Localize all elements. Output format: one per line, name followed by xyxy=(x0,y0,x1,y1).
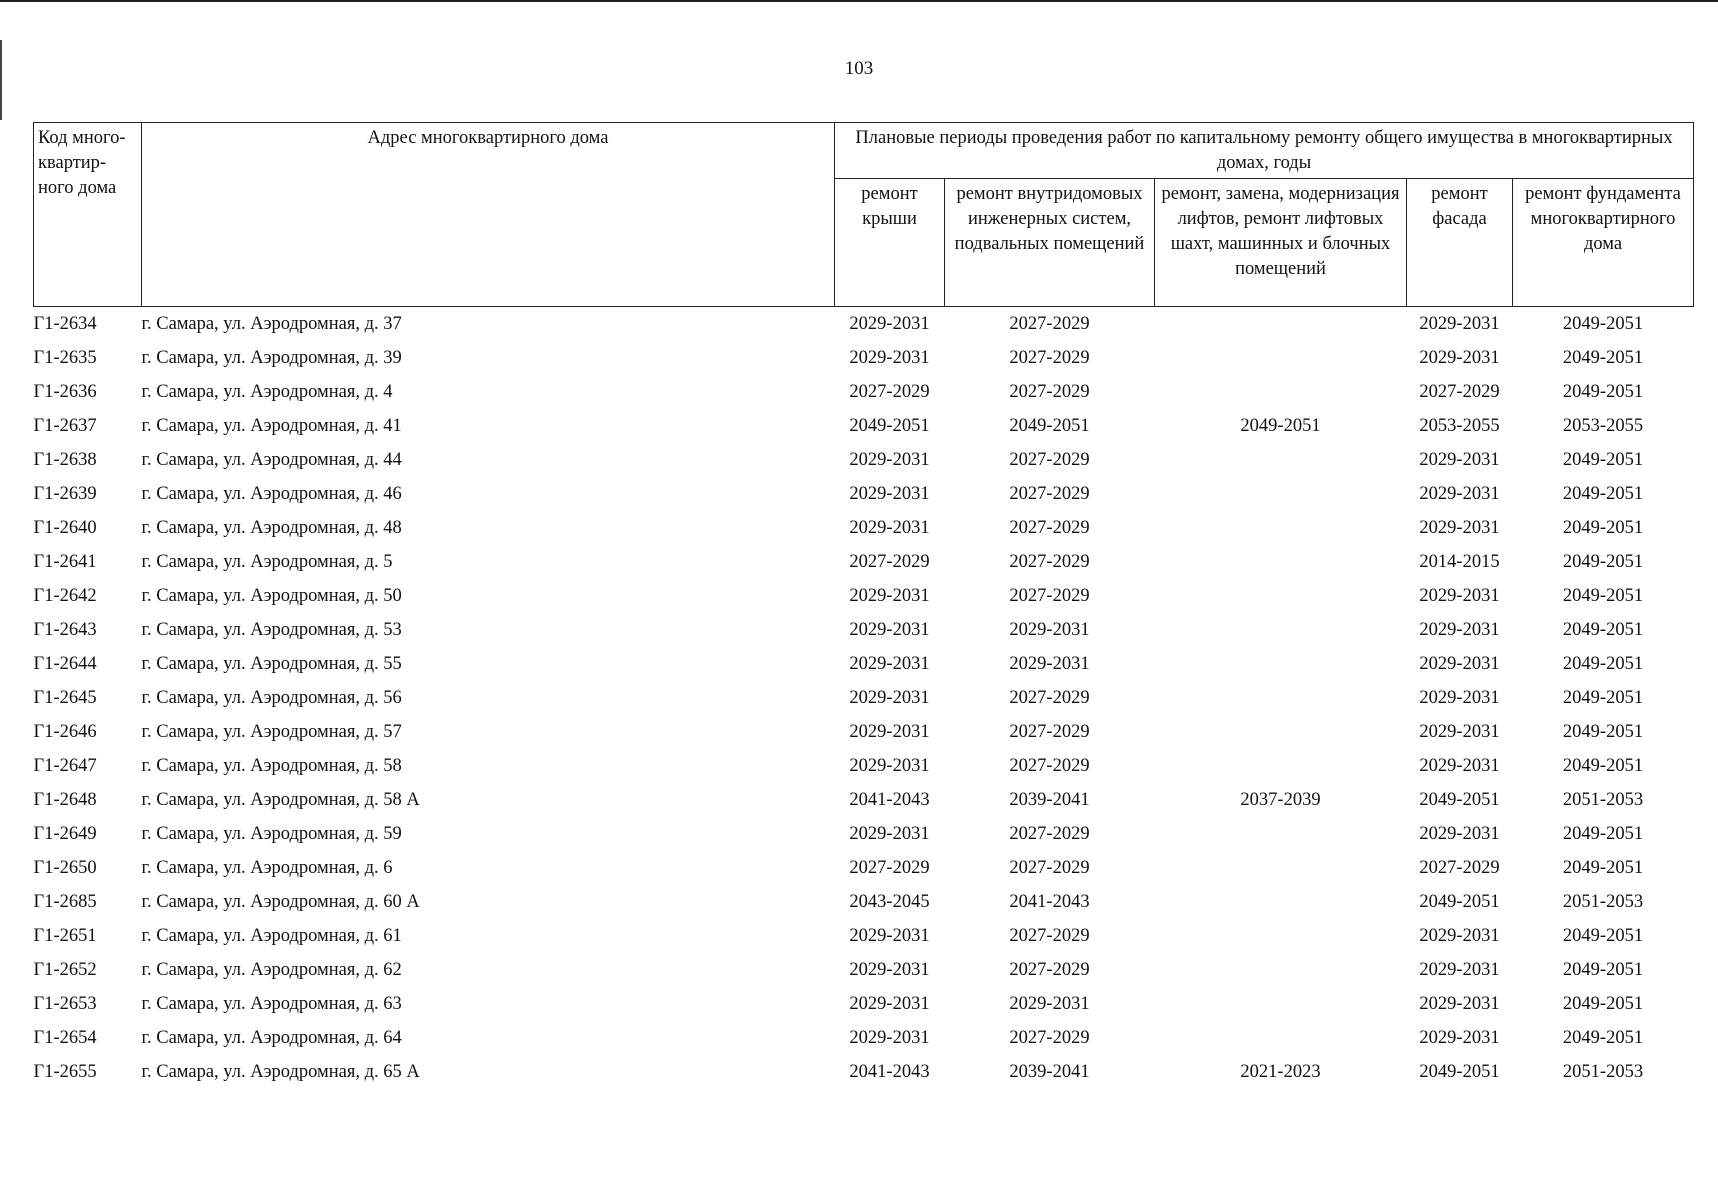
cell-roof: 2029-2031 xyxy=(849,824,930,844)
cell-foundation: 2049-2051 xyxy=(1562,858,1644,878)
cell-foundation: 2049-2051 xyxy=(1562,824,1644,844)
cell-code: Г1-2640 xyxy=(33,518,97,538)
cell-roof: 2027-2029 xyxy=(849,858,930,878)
header-elevators: ремонт, замена, модернизация лифтов, ремонт лифтовых шахт, машинных и блочных помещений xyxy=(1155,179,1407,307)
cell-elevators xyxy=(1155,307,1407,342)
cell-facade: 2029-2031 xyxy=(1419,314,1500,334)
cell-code: Г1-2636 xyxy=(33,382,97,402)
cell-elevators: 2021-2023 xyxy=(1240,1062,1321,1082)
cell-code: Г1-2685 xyxy=(33,892,97,912)
cell-roof: 2043-2045 xyxy=(849,892,930,912)
cell-engineering: 2027-2029 xyxy=(1009,722,1090,742)
cell-address: г. Самара, ул. Аэродромная, д. 63 xyxy=(141,994,402,1014)
cell-elevators xyxy=(1155,579,1407,613)
cell-foundation: 2049-2051 xyxy=(1562,552,1644,572)
cell-roof: 2029-2031 xyxy=(849,586,930,606)
cell-foundation: 2049-2051 xyxy=(1562,994,1644,1014)
cell-foundation: 2049-2051 xyxy=(1562,348,1644,368)
table-row xyxy=(34,545,1694,579)
cell-facade: 2027-2029 xyxy=(1419,382,1500,402)
cell-address: г. Самара, ул. Аэродромная, д. 5 xyxy=(141,552,393,572)
cell-roof: 2029-2031 xyxy=(849,994,930,1014)
cell-code: Г1-2648 xyxy=(33,790,97,810)
table-row xyxy=(34,477,1694,511)
cell-roof: 2029-2031 xyxy=(849,926,930,946)
cell-address: г. Самара, ул. Аэродромная, д. 41 xyxy=(141,416,402,436)
page-number: 103 xyxy=(844,58,874,79)
cell-code: Г1-2651 xyxy=(33,926,97,946)
cell-roof: 2029-2031 xyxy=(849,518,930,538)
cell-foundation: 2049-2051 xyxy=(1562,756,1644,776)
cell-roof: 2029-2031 xyxy=(849,960,930,980)
cell-address: г. Самара, ул. Аэродромная, д. 55 xyxy=(141,654,402,674)
cell-code: Г1-2652 xyxy=(33,960,97,980)
cell-code: Г1-2642 xyxy=(33,586,97,606)
cell-foundation: 2049-2051 xyxy=(1562,960,1644,980)
table-row xyxy=(34,783,1694,817)
cell-elevators xyxy=(1155,919,1407,953)
cell-engineering: 2041-2043 xyxy=(1009,892,1090,912)
cell-code: Г1-2653 xyxy=(33,994,97,1014)
cell-roof: 2029-2031 xyxy=(849,484,930,504)
cell-address: г. Самара, ул. Аэродромная, д. 59 xyxy=(141,824,402,844)
header-foundation: ремонт фундамента многоквартирного дома xyxy=(1513,179,1694,307)
cell-code: Г1-2638 xyxy=(33,450,97,470)
table-row xyxy=(34,579,1694,613)
cell-elevators xyxy=(1155,817,1407,851)
cell-engineering: 2027-2029 xyxy=(1009,858,1090,878)
cell-elevators xyxy=(1155,613,1407,647)
cell-facade: 2029-2031 xyxy=(1419,960,1500,980)
table-body xyxy=(34,307,1694,1090)
cell-address: г. Самара, ул. Аэродромная, д. 46 xyxy=(141,484,402,504)
cell-address: г. Самара, ул. Аэродромная, д. 58 А xyxy=(141,790,420,810)
cell-roof: 2029-2031 xyxy=(849,654,930,674)
cell-roof: 2029-2031 xyxy=(849,348,930,368)
cell-foundation: 2051-2053 xyxy=(1562,892,1644,912)
cell-elevators xyxy=(1155,953,1407,987)
cell-roof: 2029-2031 xyxy=(849,314,930,334)
cell-elevators: 2037-2039 xyxy=(1240,790,1321,810)
cell-address: г. Самара, ул. Аэродромная, д. 58 xyxy=(141,756,402,776)
cell-engineering: 2049-2051 xyxy=(1009,416,1090,436)
cell-foundation: 2051-2053 xyxy=(1562,790,1644,810)
cell-code: Г1-2641 xyxy=(33,552,97,572)
cell-code: Г1-2649 xyxy=(33,824,97,844)
table-row xyxy=(34,851,1694,885)
cell-foundation: 2049-2051 xyxy=(1562,722,1644,742)
cell-roof: 2027-2029 xyxy=(849,552,930,572)
cell-engineering: 2027-2029 xyxy=(1009,756,1090,776)
table-row xyxy=(34,511,1694,545)
cell-code: Г1-2646 xyxy=(33,722,97,742)
cell-elevators xyxy=(1155,1021,1407,1055)
cell-elevators xyxy=(1155,647,1407,681)
cell-elevators xyxy=(1155,749,1407,783)
cell-elevators xyxy=(1155,443,1407,477)
cell-facade: 2053-2055 xyxy=(1419,416,1500,436)
table-row xyxy=(34,375,1694,409)
table-row xyxy=(34,443,1694,477)
cell-foundation: 2049-2051 xyxy=(1562,450,1644,470)
cell-facade: 2027-2029 xyxy=(1419,858,1500,878)
cell-facade: 2049-2051 xyxy=(1419,790,1500,810)
cell-address: г. Самара, ул. Аэродромная, д. 39 xyxy=(141,348,402,368)
table-row xyxy=(34,647,1694,681)
cell-code: Г1-2654 xyxy=(33,1028,97,1048)
cell-engineering: 2027-2029 xyxy=(1009,484,1090,504)
cell-facade: 2029-2031 xyxy=(1419,994,1500,1014)
cell-elevators xyxy=(1155,477,1407,511)
cell-address: г. Самара, ул. Аэродромная, д. 56 xyxy=(141,688,402,708)
cell-facade: 2029-2031 xyxy=(1419,1028,1500,1048)
cell-engineering: 2027-2029 xyxy=(1009,1028,1090,1048)
cell-elevators xyxy=(1155,681,1407,715)
cell-address: г. Самара, ул. Аэродромная, д. 44 xyxy=(141,450,402,470)
cell-engineering: 2039-2041 xyxy=(1009,1062,1090,1082)
cell-engineering: 2027-2029 xyxy=(1009,314,1090,334)
table-header xyxy=(34,123,1694,307)
cell-address: г. Самара, ул. Аэродромная, д. 4 xyxy=(141,382,393,402)
cell-elevators xyxy=(1155,987,1407,1021)
cell-facade: 2029-2031 xyxy=(1419,824,1500,844)
header-roof: ремонт крыши xyxy=(835,179,945,307)
cell-engineering: 2027-2029 xyxy=(1009,960,1090,980)
left-border-line xyxy=(0,40,2,120)
cell-code: Г1-2637 xyxy=(33,416,97,436)
cell-engineering: 2027-2029 xyxy=(1009,824,1090,844)
cell-foundation: 2049-2051 xyxy=(1562,484,1644,504)
cell-facade: 2029-2031 xyxy=(1419,518,1500,538)
cell-code: Г1-2643 xyxy=(33,620,97,640)
cell-code: Г1-2644 xyxy=(33,654,97,674)
cell-foundation: 2049-2051 xyxy=(1562,926,1644,946)
cell-facade: 2029-2031 xyxy=(1419,484,1500,504)
table-row xyxy=(34,885,1694,919)
cell-elevators xyxy=(1155,511,1407,545)
cell-foundation: 2051-2053 xyxy=(1562,1062,1644,1082)
cell-roof: 2029-2031 xyxy=(849,688,930,708)
cell-elevators: 2049-2051 xyxy=(1240,416,1321,436)
cell-elevators xyxy=(1155,715,1407,749)
header-engineering: ремонт внутридомовых инженерных систем, подвальных помещений xyxy=(945,179,1155,307)
cell-foundation: 2049-2051 xyxy=(1562,382,1644,402)
table-row xyxy=(34,341,1694,375)
cell-address: г. Самара, ул. Аэродромная, д. 6 xyxy=(141,858,393,878)
table-row xyxy=(34,919,1694,953)
cell-elevators xyxy=(1155,885,1407,919)
table-row xyxy=(34,1055,1694,1089)
cell-elevators xyxy=(1155,341,1407,375)
cell-engineering: 2027-2029 xyxy=(1009,926,1090,946)
cell-code: Г1-2647 xyxy=(33,756,97,776)
table-row xyxy=(34,749,1694,783)
cell-engineering: 2029-2031 xyxy=(1009,620,1090,640)
cell-roof: 2029-2031 xyxy=(849,620,930,640)
cell-engineering: 2027-2029 xyxy=(1009,348,1090,368)
table-row xyxy=(34,613,1694,647)
cell-roof: 2041-2043 xyxy=(849,790,930,810)
header-periods: Плановые периоды проведения работ по капитальному ремонту общего имущества в многоквартирных домах, годы xyxy=(835,123,1694,179)
cell-facade: 2029-2031 xyxy=(1419,348,1500,368)
cell-roof: 2029-2031 xyxy=(849,756,930,776)
cell-address: г. Самара, ул. Аэродромная, д. 62 xyxy=(141,960,402,980)
cell-facade: 2049-2051 xyxy=(1419,892,1500,912)
cell-facade: 2029-2031 xyxy=(1419,688,1500,708)
header-code: Код много-квартир-ного дома xyxy=(34,123,142,307)
cell-facade: 2049-2051 xyxy=(1419,1062,1500,1082)
cell-foundation: 2053-2055 xyxy=(1562,416,1644,436)
table-row xyxy=(34,715,1694,749)
cell-code: Г1-2634 xyxy=(33,314,97,334)
cell-engineering: 2039-2041 xyxy=(1009,790,1090,810)
cell-foundation: 2049-2051 xyxy=(1562,314,1644,334)
cell-foundation: 2049-2051 xyxy=(1562,654,1644,674)
cell-facade: 2029-2031 xyxy=(1419,756,1500,776)
cell-foundation: 2049-2051 xyxy=(1562,586,1644,606)
cell-elevators xyxy=(1155,375,1407,409)
cell-roof: 2029-2031 xyxy=(849,1028,930,1048)
cell-roof: 2029-2031 xyxy=(849,722,930,742)
cell-engineering: 2027-2029 xyxy=(1009,586,1090,606)
cell-address: г. Самара, ул. Аэродромная, д. 60 А xyxy=(141,892,420,912)
cell-facade: 2029-2031 xyxy=(1419,620,1500,640)
cell-address: г. Самара, ул. Аэродромная, д. 65 А xyxy=(141,1062,420,1082)
cell-code: Г1-2639 xyxy=(33,484,97,504)
cell-engineering: 2027-2029 xyxy=(1009,688,1090,708)
cell-roof: 2049-2051 xyxy=(849,416,930,436)
top-border-line xyxy=(0,0,1718,2)
cell-engineering: 2027-2029 xyxy=(1009,518,1090,538)
cell-code: Г1-2635 xyxy=(33,348,97,368)
cell-engineering: 2027-2029 xyxy=(1009,552,1090,572)
cell-foundation: 2049-2051 xyxy=(1562,620,1644,640)
cell-foundation: 2049-2051 xyxy=(1562,688,1644,708)
cell-address: г. Самара, ул. Аэродромная, д. 50 xyxy=(141,586,402,606)
cell-code: Г1-2650 xyxy=(33,858,97,878)
cell-address: г. Самара, ул. Аэродромная, д. 37 xyxy=(141,314,402,334)
cell-code: Г1-2645 xyxy=(33,688,97,708)
cell-engineering: 2027-2029 xyxy=(1009,382,1090,402)
cell-facade: 2029-2031 xyxy=(1419,586,1500,606)
table-row xyxy=(34,953,1694,987)
cell-facade: 2029-2031 xyxy=(1419,722,1500,742)
cell-engineering: 2029-2031 xyxy=(1009,994,1090,1014)
cell-facade: 2029-2031 xyxy=(1419,450,1500,470)
cell-elevators xyxy=(1155,545,1407,579)
cell-engineering: 2027-2029 xyxy=(1009,450,1090,470)
cell-code: Г1-2655 xyxy=(33,1062,97,1082)
cell-roof: 2027-2029 xyxy=(849,382,930,402)
table-row xyxy=(34,987,1694,1021)
header-facade: ремонт фасада xyxy=(1407,179,1513,307)
cell-address: г. Самара, ул. Аэродромная, д. 57 xyxy=(141,722,402,742)
table-row xyxy=(34,1021,1694,1055)
cell-foundation: 2049-2051 xyxy=(1562,1028,1644,1048)
cell-foundation: 2049-2051 xyxy=(1562,518,1644,538)
cell-engineering: 2029-2031 xyxy=(1009,654,1090,674)
capital-repair-table xyxy=(33,122,1694,1089)
cell-address: г. Самара, ул. Аэродромная, д. 53 xyxy=(141,620,402,640)
table-row xyxy=(34,681,1694,715)
cell-elevators xyxy=(1155,851,1407,885)
header-address: Адрес многоквартирного дома xyxy=(142,123,835,307)
table-row xyxy=(34,409,1694,443)
table-row xyxy=(34,817,1694,851)
cell-roof: 2041-2043 xyxy=(849,1062,930,1082)
cell-address: г. Самара, ул. Аэродромная, д. 61 xyxy=(141,926,402,946)
cell-address: г. Самара, ул. Аэродромная, д. 48 xyxy=(141,518,402,538)
cell-facade: 2014-2015 xyxy=(1419,552,1500,572)
cell-address: г. Самара, ул. Аэродромная, д. 64 xyxy=(141,1028,402,1048)
cell-roof: 2029-2031 xyxy=(849,450,930,470)
cell-facade: 2029-2031 xyxy=(1419,926,1500,946)
cell-facade: 2029-2031 xyxy=(1419,654,1500,674)
table-row xyxy=(34,307,1694,342)
